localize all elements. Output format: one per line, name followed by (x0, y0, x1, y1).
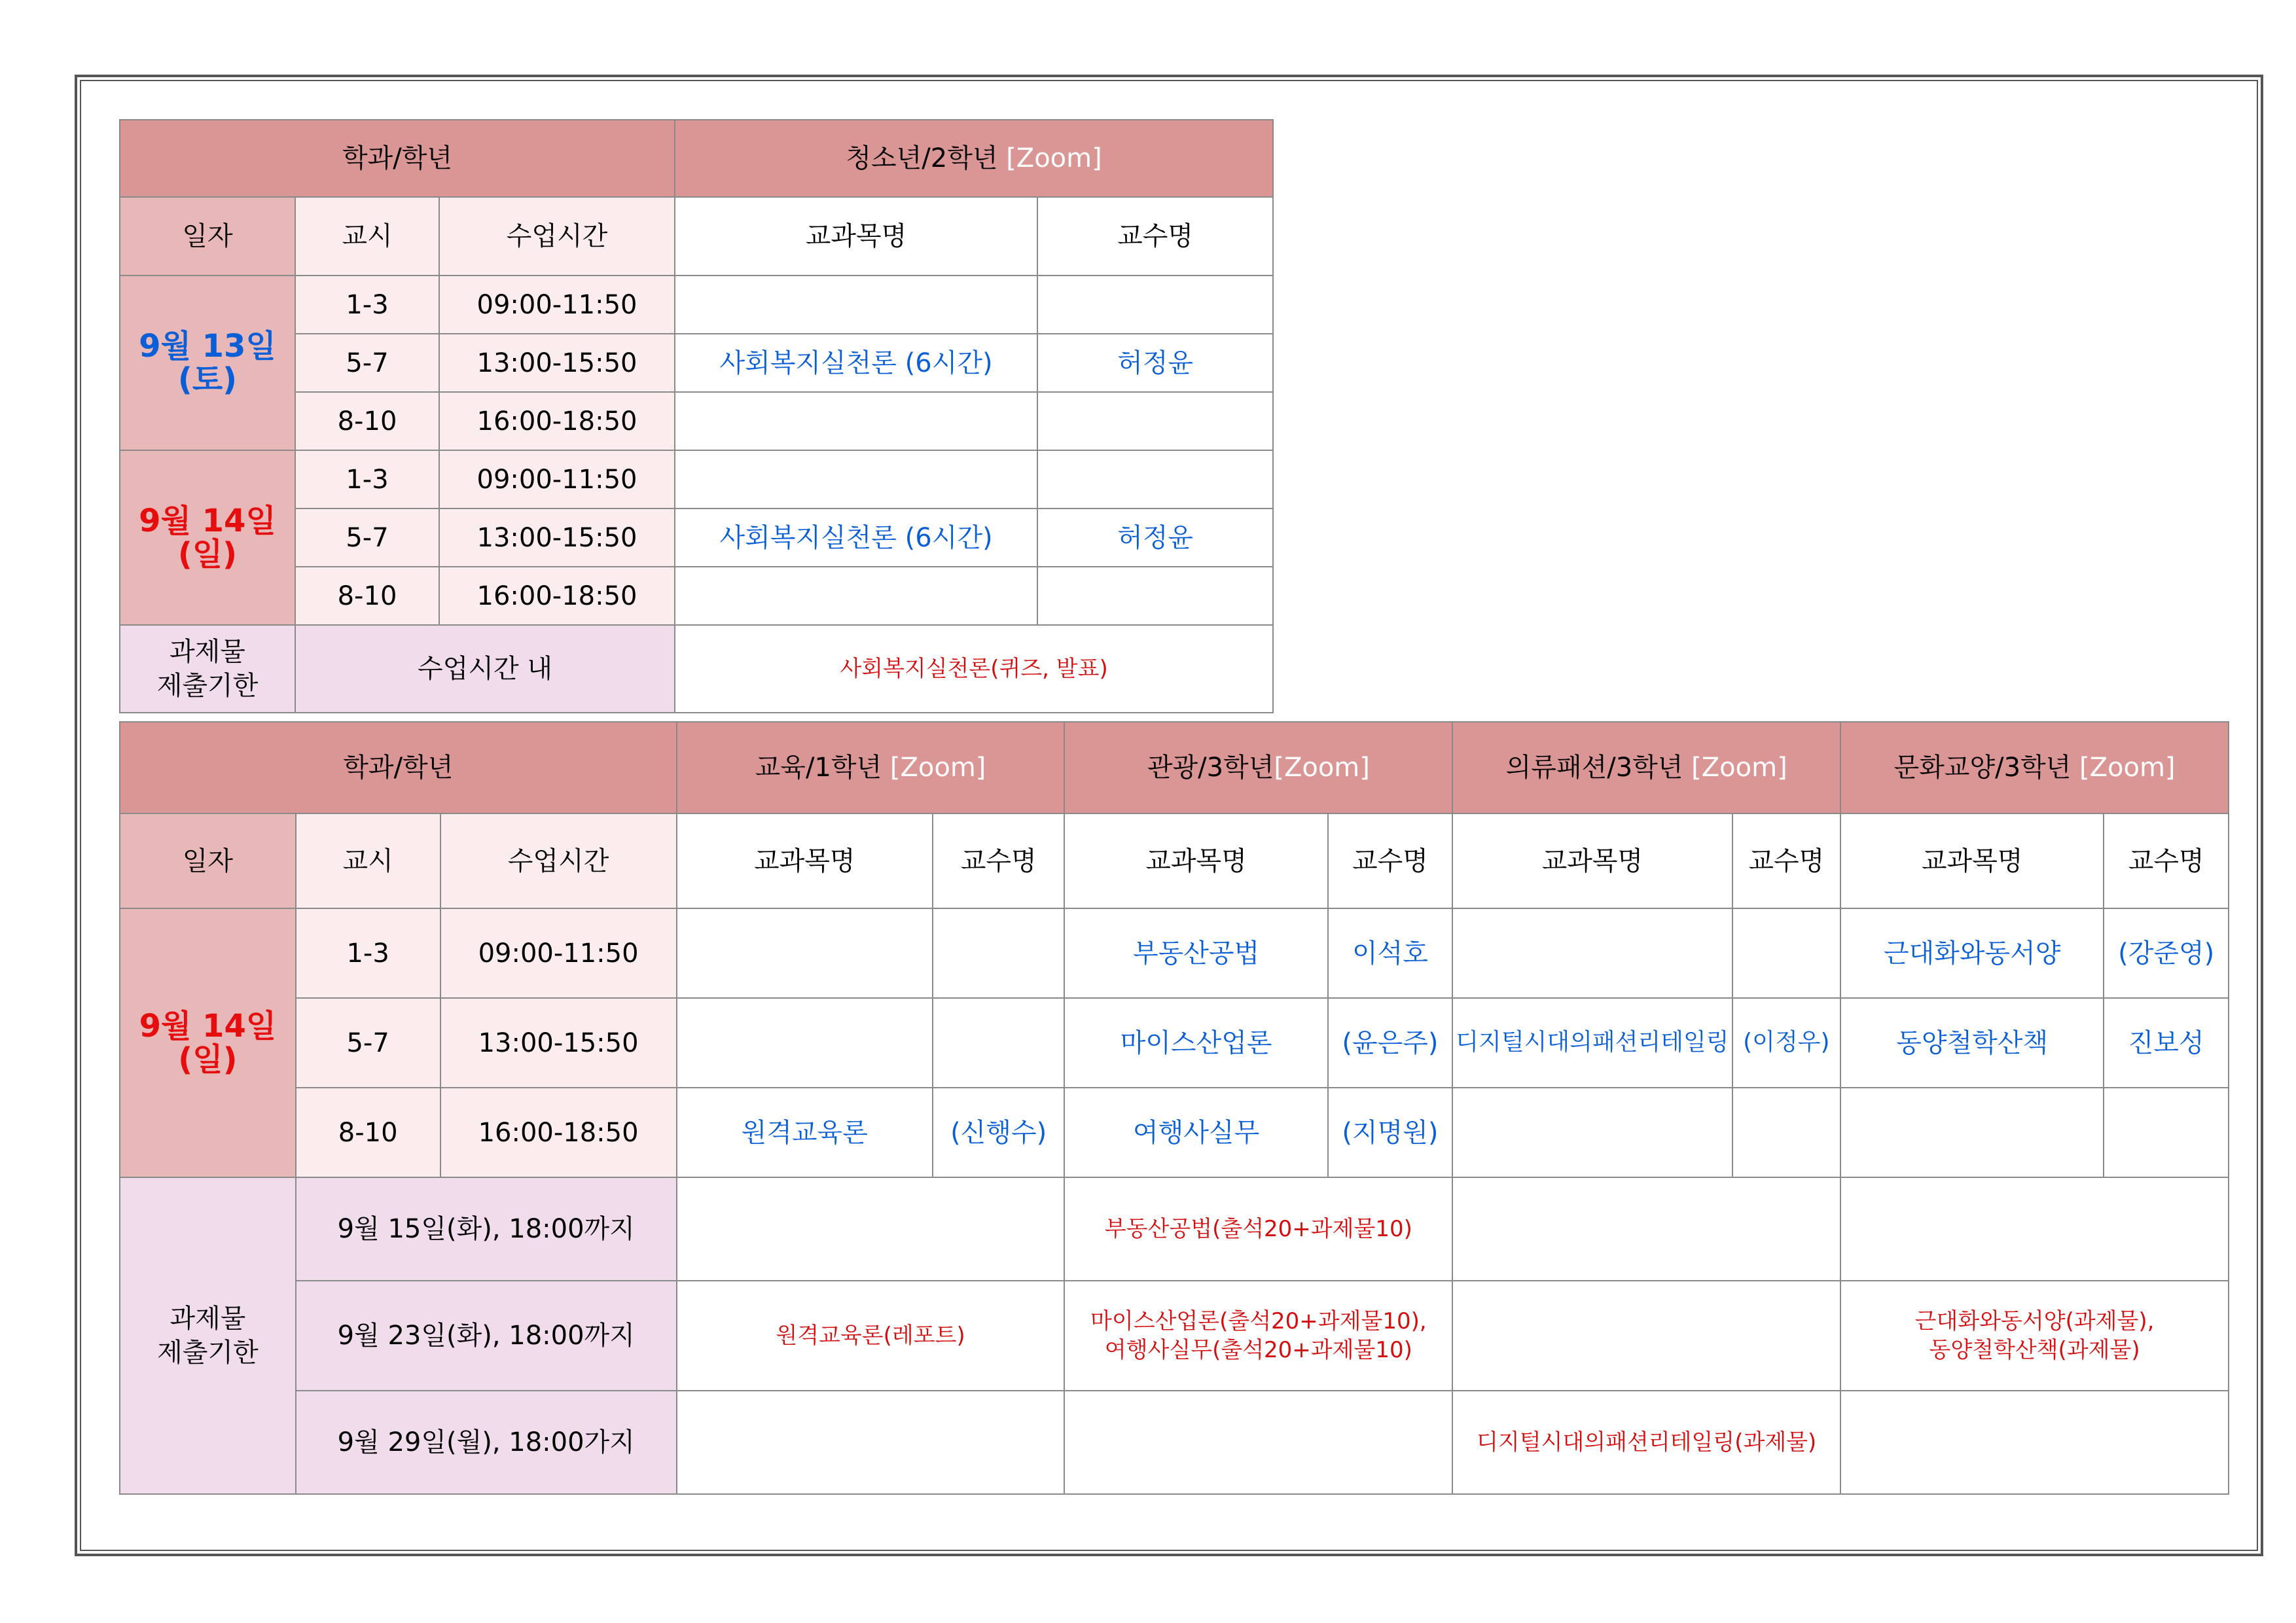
professor-cell: 허정윤 (1037, 508, 1273, 567)
professor-cell (2104, 1088, 2229, 1177)
col-time: 수업시간 (440, 813, 677, 908)
professor-cell (1037, 567, 1273, 625)
time-cell: 16:00-18:50 (440, 1088, 677, 1177)
subject-cell: 사회복지실천론 (6시간) (675, 334, 1037, 392)
dept-header-fashion: 의류패션/3학년 [Zoom] (1452, 722, 1840, 813)
subject-cell (1452, 1088, 1732, 1177)
subject-cell: 동양철학산책 (1840, 998, 2104, 1088)
zoom-tag: [Zoom] (1691, 753, 1787, 783)
due-note (1452, 1281, 1840, 1391)
col-professor: 교수명 (1037, 197, 1273, 276)
due-note: 원격교육론(레포트) (677, 1281, 1065, 1391)
time-cell: 13:00-15:50 (440, 998, 677, 1088)
time-cell: 13:00-15:50 (439, 508, 675, 567)
professor-cell (1037, 450, 1273, 508)
due-when: 9월 29일(월), 18:00가지 (296, 1391, 677, 1494)
professor-cell (933, 908, 1065, 998)
professor-cell: (지명원) (1328, 1088, 1453, 1177)
dept-header-tourism: 관광/3학년[Zoom] (1064, 722, 1452, 813)
due-note (1840, 1391, 2229, 1494)
col-professor: 교수명 (2104, 813, 2229, 908)
zoom-tag: [Zoom] (1006, 143, 1102, 173)
subject-cell (1840, 1088, 2104, 1177)
due-note (677, 1177, 1065, 1281)
professor-cell: (윤은주) (1328, 998, 1453, 1088)
professor-cell (1037, 392, 1273, 450)
period-cell: 5-7 (295, 508, 439, 567)
date-cell: 9월 14일 (일) (120, 908, 296, 1177)
subject-cell: 사회복지실천론 (6시간) (675, 508, 1037, 567)
schedule-table-youth (119, 119, 1274, 713)
col-subject: 교과목명 (675, 197, 1037, 276)
period-cell: 8-10 (296, 1088, 440, 1177)
subject-cell (1452, 908, 1732, 998)
col-subject: 교과목명 (677, 813, 933, 908)
due-label: 과제물 제출기한 (120, 1177, 296, 1494)
professor-cell: (신행수) (933, 1088, 1065, 1177)
due-when: 9월 23일(화), 18:00까지 (296, 1281, 677, 1391)
professor-cell (1732, 908, 1841, 998)
col-professor: 교수명 (1328, 813, 1453, 908)
due-label: 과제물 제출기한 (120, 625, 295, 713)
subject-cell (677, 998, 933, 1088)
dept-label-header: 학과/학년 (120, 120, 675, 197)
zoom-tag: [Zoom] (889, 753, 986, 783)
professor-cell: 허정윤 (1037, 334, 1273, 392)
due-note: 사회복지실천론(퀴즈, 발표) (675, 625, 1273, 713)
subject-cell: 근대화와동서양 (1840, 908, 2104, 998)
period-cell: 5-7 (295, 334, 439, 392)
schedule-table-multi-dept (119, 721, 2229, 1495)
dept-header: 청소년/2학년 [Zoom] (675, 120, 1273, 197)
col-period: 교시 (295, 197, 439, 276)
due-note: 근대화와동서양(과제물), 동양철학산책(과제물) (1840, 1281, 2229, 1391)
due-note: 마이스산업론(출석20+과제물10), 여행사실무(출석20+과제물10) (1064, 1281, 1452, 1391)
subject-cell: 여행사실무 (1064, 1088, 1327, 1177)
due-note (1064, 1391, 1452, 1494)
subject-cell: 마이스산업론 (1064, 998, 1327, 1088)
subject-cell: 부동산공법 (1064, 908, 1327, 998)
professor-cell (933, 998, 1065, 1088)
col-professor: 교수명 (933, 813, 1065, 908)
due-when: 9월 15일(화), 18:00까지 (296, 1177, 677, 1281)
due-note: 디지털시대의패션리테일링(과제물) (1452, 1391, 1840, 1494)
date-cell: 9월 13일 (토) (120, 276, 295, 450)
period-cell: 5-7 (296, 998, 440, 1088)
time-cell: 13:00-15:50 (439, 334, 675, 392)
subject-cell (675, 450, 1037, 508)
time-cell: 09:00-11:50 (439, 450, 675, 508)
time-cell: 09:00-11:50 (440, 908, 677, 998)
time-cell: 16:00-18:50 (439, 392, 675, 450)
professor-cell: 진보성 (2104, 998, 2229, 1088)
period-cell: 1-3 (295, 276, 439, 334)
col-subject: 교과목명 (1840, 813, 2104, 908)
col-time: 수업시간 (439, 197, 675, 276)
subject-cell (675, 392, 1037, 450)
due-note (677, 1391, 1065, 1494)
subject-cell (675, 276, 1037, 334)
due-when: 수업시간 내 (295, 625, 675, 713)
period-cell: 8-10 (295, 567, 439, 625)
dept-header-education: 교육/1학년 [Zoom] (677, 722, 1065, 813)
subject-cell (677, 908, 933, 998)
due-note: 부동산공법(출석20+과제물10) (1064, 1177, 1452, 1281)
col-professor: 교수명 (1732, 813, 1841, 908)
period-cell: 8-10 (295, 392, 439, 450)
zoom-tag: [Zoom] (1274, 753, 1370, 783)
col-subject: 교과목명 (1452, 813, 1732, 908)
professor-cell (1037, 276, 1273, 334)
time-cell: 16:00-18:50 (439, 567, 675, 625)
time-cell: 09:00-11:50 (439, 276, 675, 334)
period-cell: 1-3 (295, 450, 439, 508)
professor-cell (1732, 1088, 1841, 1177)
subject-cell (675, 567, 1037, 625)
zoom-tag: [Zoom] (2079, 753, 2176, 783)
period-cell: 1-3 (296, 908, 440, 998)
subject-cell: 디지털시대의패션리테일링 (1452, 998, 1732, 1088)
professor-cell: 이석호 (1328, 908, 1453, 998)
date-cell: 9월 14일 (일) (120, 450, 295, 625)
subject-cell: 원격교육론 (677, 1088, 933, 1177)
due-note (1452, 1177, 1840, 1281)
col-subject: 교과목명 (1064, 813, 1327, 908)
professor-cell: (강준영) (2104, 908, 2229, 998)
col-period: 교시 (296, 813, 440, 908)
due-note (1840, 1177, 2229, 1281)
col-date: 일자 (120, 813, 296, 908)
professor-cell: (이정우) (1732, 998, 1841, 1088)
dept-header-culture: 문화교양/3학년 [Zoom] (1840, 722, 2229, 813)
col-date: 일자 (120, 197, 295, 276)
dept-label-header: 학과/학년 (120, 722, 677, 813)
